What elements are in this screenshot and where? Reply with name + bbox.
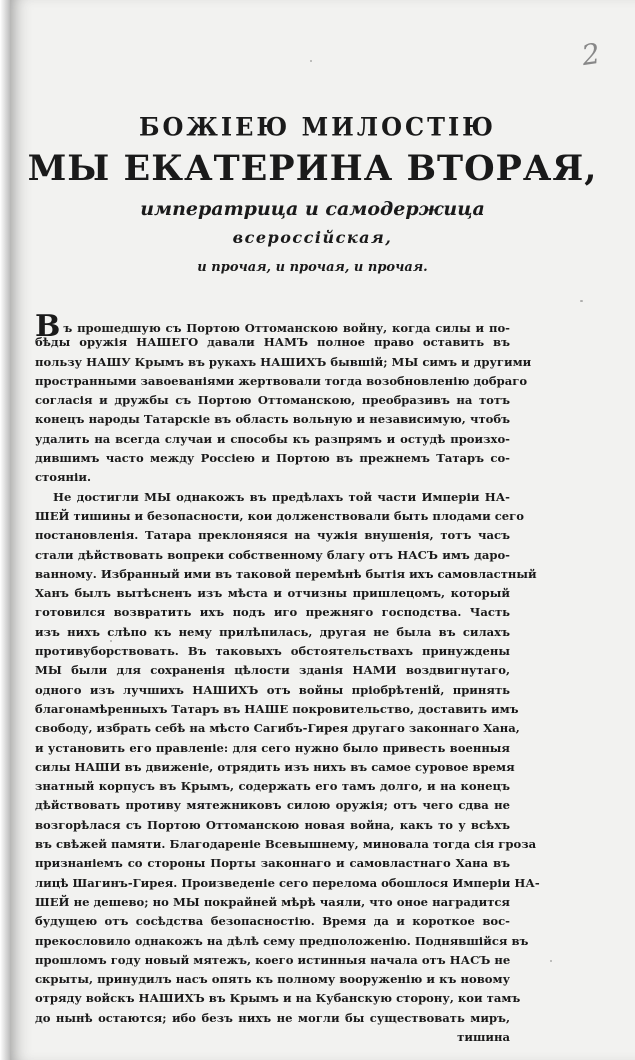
body-line: постановленія. Татара преклоняяся на чужія внушенія, тотъ часъ [35,528,510,543]
body-line: ШЕЙ не дешево; но МЫ покрайней мѣрѣ чаяли, что оное наградится [35,894,510,909]
title-line-etc: и прочая, и прочая, и прочая. [197,260,428,275]
body-line: бѣды оружія НАШЕГО давали НАМЪ полное право оставить въ [35,335,510,350]
body-line: признаніемъ со стороны Порты законнаго и самовластнаго Хана въ [35,856,510,871]
paper-speck [310,60,312,62]
body-line: пользу НАШУ Крымъ въ рукахъ НАШИХЪ бывшій; МЫ симъ и другими [35,354,532,369]
body-line: ванному. Избранный ими въ таковой перемѣнѣ бытія ихъ самовластный [35,566,537,581]
manifesto-body [35,309,540,1047]
body-line: МЫ были для сохраненія цѣлости зданія НАМИ воздвигнутаго, [35,663,510,678]
body-line: Ханъ былъ вытѣсненъ изъ мѣста и отчизны пришлецомъ, который [35,586,510,601]
drop-cap: В [35,309,61,344]
title-line-all-russian: всероссійская, [232,228,393,247]
body-line: до нынѣ остаются; ибо безъ нихъ не могли бы существовать миръ, [35,1010,510,1025]
body-line: готовился возвратить ихъ подъ иго прежняго господства. Часть [35,605,510,620]
body-line: въ свѣжей памяти. Благодареніе Всевышнему, миновала тогда сія гроза [35,837,537,852]
body-line: изъ нихъ слѣпо къ нему прилѣпилась, другая не была въ силахъ [35,624,510,639]
body-line: пространными завоеваніями жертвовали тогда возобновленію добраго [35,373,528,388]
title-line-grace: БОЖІЕЮ МИЛОСТІЮ [138,111,497,142]
body-line: дившимъ часто между Россіею и Портою въ прежнемъ Татаръ со- [35,451,510,466]
body-line: согласія и дружбы съ Портою Оттоманскою, преобразивъ на тотъ [35,393,510,408]
body-line: и установить его правленіе: для сего нужно было привесть военныя [35,740,510,755]
body-line: стояніи. [35,470,92,485]
body-line: будущею отъ сосѣдства безопасностію. Время да и короткое вос- [35,914,510,929]
body-line: удалить на всегда случаи и способы къ разпрямъ и остудѣ произхо- [35,431,510,446]
title-line-name: МЫ ЕКАТЕРИНА ВТОРАЯ, [27,148,598,189]
page-number: 2 [579,36,603,73]
body-line: благонамѣренныхъ Татаръ въ НАШЕ покровительство, доставить имъ [35,701,519,716]
paper-speck [550,960,552,962]
body-line: стали дѣйствовать вопреки собственному благу отъ НАСЪ имъ даро- [35,547,510,562]
body-line: свободу, избрать себѣ на мѣсто Сагибъ-Гирея другаго законнаго Хана, [35,721,520,736]
body-line: знатный корпусъ въ Крымъ, содержать его тамъ долго, и на конецъ [35,779,510,794]
body-line: отряду войскъ НАШИХЪ въ Крымъ и на Кубанскую сторону, кои тамъ [35,991,521,1006]
title-line-empress: императрица и самодержица [140,198,485,220]
catchword: тишина [457,1029,510,1044]
body-line: конецъ народы Татарскіе въ область вольную и независимую, чтобъ [35,412,510,427]
body-line: лицѣ Шагинъ-Гирея. Произведеніе сего перелома обошлося Имперіи НА- [35,875,540,890]
body-line: противуборствовать. Въ таковыхъ обстоятельствахъ принуждены [35,644,510,659]
body-line: прекословило однакожъ на дѣлѣ сему предположенію. Поднявшійся въ [35,933,529,948]
body-line: скрыты, принудилъ насъ опять къ полному вооруженію и къ новому [35,972,510,987]
body-line: ШЕЙ тишины и безопасности, кои долженствовали быть плодами сего [35,508,524,523]
body-line-text: ъ прошедшую съ Портою Оттоманскою войну, когда силы и по- [63,321,510,335]
body-line: прошломъ году новый мятежъ, коего истинныя начала отъ НАСЪ не [35,952,511,967]
body-line: дѣйствовать противу мятежниковъ силою оружія; отъ чего сдва не [35,798,510,813]
body-line: силы НАШИ въ движеніе, отрядить изъ нихъ въ самое суровое время [35,759,515,774]
body-line: Не достигли МЫ однакожъ въ предѣлахъ той части Имперіи НА- [53,489,510,504]
body-line: возгорѣлася съ Портою Оттоманскою новая война, какъ то у всѣхъ [35,817,510,832]
body-line: одного изъ лучшихъ НАШИХЪ отъ войны пріобрѣтеній, принять [35,682,510,697]
paper-speck [580,300,583,302]
